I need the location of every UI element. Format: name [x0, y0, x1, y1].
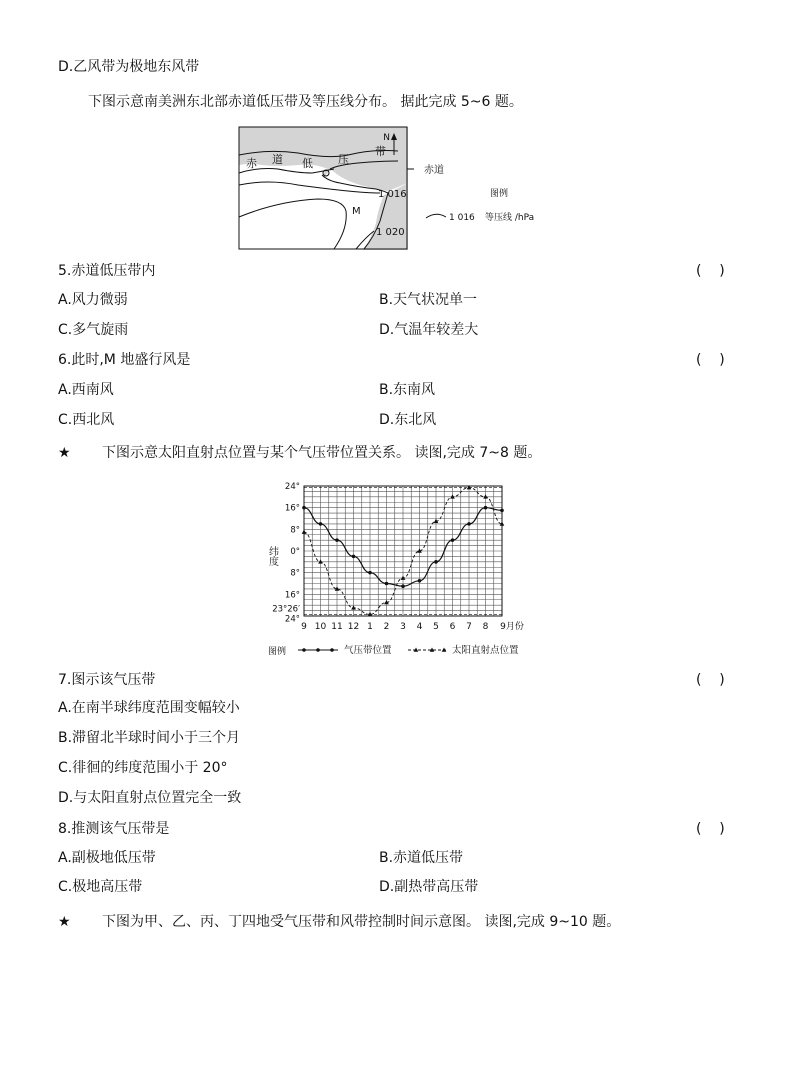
- x-tick-label: 9月份: [500, 622, 524, 632]
- x-tick-label: 11: [331, 622, 343, 632]
- belt-char-3: 低: [302, 157, 313, 170]
- q7-stem: 7.图示该气压带: [58, 672, 156, 688]
- intro-7-8: 下图示意太阳直射点位置与某个气压带位置关系。 读图,完成 7~8 题。: [102, 445, 542, 461]
- q5-answer-paren: ( ): [696, 263, 725, 279]
- series-point-circle: [368, 571, 372, 575]
- belt-char-5: 带: [375, 145, 386, 158]
- legend-marker-circle: [316, 648, 320, 652]
- q7-option-d: D.与太阳直射点位置完全一致: [58, 790, 242, 806]
- pressure-belt-chart: [258, 474, 558, 664]
- q8-stem: 8.推测该气压带是: [58, 821, 170, 837]
- y-tick-label: 24°: [284, 482, 300, 492]
- m-label: M: [352, 206, 361, 217]
- x-tick-label: 12: [347, 622, 360, 632]
- q6-answer-paren: ( ): [696, 352, 725, 368]
- legend-label-2: 太阳直射点位置: [452, 645, 519, 656]
- q6-option-a: A.西南风: [58, 382, 114, 398]
- belt-char-2: 道: [272, 153, 283, 166]
- chart-grid: [304, 486, 502, 616]
- belt-char-4: 压: [338, 153, 349, 166]
- isobar-map: [238, 125, 794, 255]
- x-tick-label: 4: [416, 622, 423, 632]
- series-point-circle: [335, 538, 339, 542]
- intro-9-10: 下图为甲、乙、丙、丁四地受气压带和风带控制时间示意图。 读图,完成 9~10 题。: [102, 914, 621, 930]
- x-tick-label: 8: [482, 622, 489, 632]
- north-label: N: [383, 133, 390, 143]
- q7-option-a: A.在南半球纬度范围变幅较小: [58, 700, 240, 716]
- series-point-circle: [434, 560, 438, 564]
- q8-option-b: B.赤道低压带: [379, 850, 464, 866]
- q6-option-c: C.西北风: [58, 412, 115, 428]
- q8-option-a: A.副极地低压带: [58, 850, 156, 866]
- map-legend-value: 1 016: [449, 213, 475, 223]
- legend-marker-circle: [330, 648, 334, 652]
- series-point-triangle: [302, 530, 307, 534]
- series-point-circle: [385, 582, 389, 586]
- y-tick-label: 8°: [290, 525, 300, 536]
- legend-label-1: 气压带位置: [344, 645, 392, 656]
- chart-ylabel: 纬度: [266, 546, 278, 566]
- intro-5-6: 下图示意南美洲东北部赤道低压带及等压线分布。 据此完成 5~6 题。: [88, 94, 523, 110]
- y-tick-label: 24°: [284, 614, 300, 625]
- x-tick-label: 9: [301, 622, 307, 632]
- isobar-1020-label: 1 020: [376, 227, 405, 238]
- y-tick-label: 8°: [290, 568, 300, 579]
- series-point-circle: [500, 509, 504, 513]
- x-tick-label: 7: [466, 622, 472, 632]
- legend-marker-circle: [302, 648, 306, 652]
- series-point-circle: [451, 538, 455, 542]
- x-tick-label: 10: [314, 622, 327, 632]
- belt-char-1: 赤: [246, 157, 257, 170]
- x-tick-label: 5: [433, 622, 439, 632]
- x-tick-label: 2: [383, 622, 390, 632]
- q6-option-b: B.东南风: [379, 382, 436, 398]
- y-tick-label: 0°: [290, 547, 300, 557]
- star-icon-2: ★: [58, 914, 71, 930]
- q6-stem: 6.此时,M 地盛行风是: [58, 352, 191, 368]
- series-point-circle: [352, 555, 356, 559]
- q8-option-c: C.极地高压带: [58, 879, 143, 895]
- q6-option-d: D.东北风: [379, 412, 437, 428]
- q7-option-c: C.徘徊的纬度范围小于 20°: [58, 760, 228, 776]
- legend-isobar-icon: [426, 214, 446, 218]
- x-tick-label: 3: [400, 622, 406, 632]
- series-point-circle: [467, 522, 471, 526]
- series-point-circle: [484, 506, 488, 510]
- star-icon: ★: [58, 445, 71, 461]
- y-tick-label: 23°26′: [272, 604, 300, 615]
- y-tick-label: 16°: [284, 590, 300, 601]
- q5-option-c: C.多气旋雨: [58, 322, 129, 338]
- q5-option-d: D.气温年较差大: [379, 322, 479, 338]
- isobar-1016-label: 1 016: [378, 189, 407, 200]
- series-point-circle: [401, 584, 405, 588]
- q7-answer-paren: ( ): [696, 672, 725, 688]
- x-tick-label: 6: [449, 622, 456, 632]
- series-point-circle: [418, 579, 422, 583]
- q8-option-d: D.副热带高压带: [379, 879, 479, 895]
- q5-option-a: A.风力微弱: [58, 292, 128, 308]
- q5-stem: 5.赤道低压带内: [58, 263, 156, 279]
- q7-option-b: B.滞留北半球时间小于三个月: [58, 730, 241, 746]
- q5-option-b: B.天气状况单一: [379, 292, 478, 308]
- series-point-circle: [302, 506, 306, 510]
- equator-label: 赤道: [424, 165, 444, 176]
- chart-legend-title: 图例: [268, 647, 287, 657]
- q8-answer-paren: ( ): [696, 821, 725, 837]
- x-tick-label: 1: [367, 622, 373, 632]
- option-d-prev: D.乙风带为极地东风带: [58, 59, 200, 75]
- series-point-circle: [319, 522, 323, 526]
- y-tick-label: 16°: [284, 503, 300, 514]
- series-point-triangle: [318, 559, 323, 563]
- map-legend-title: 图例: [490, 189, 509, 199]
- map-legend-text: 等压线 /hPa: [485, 213, 535, 223]
